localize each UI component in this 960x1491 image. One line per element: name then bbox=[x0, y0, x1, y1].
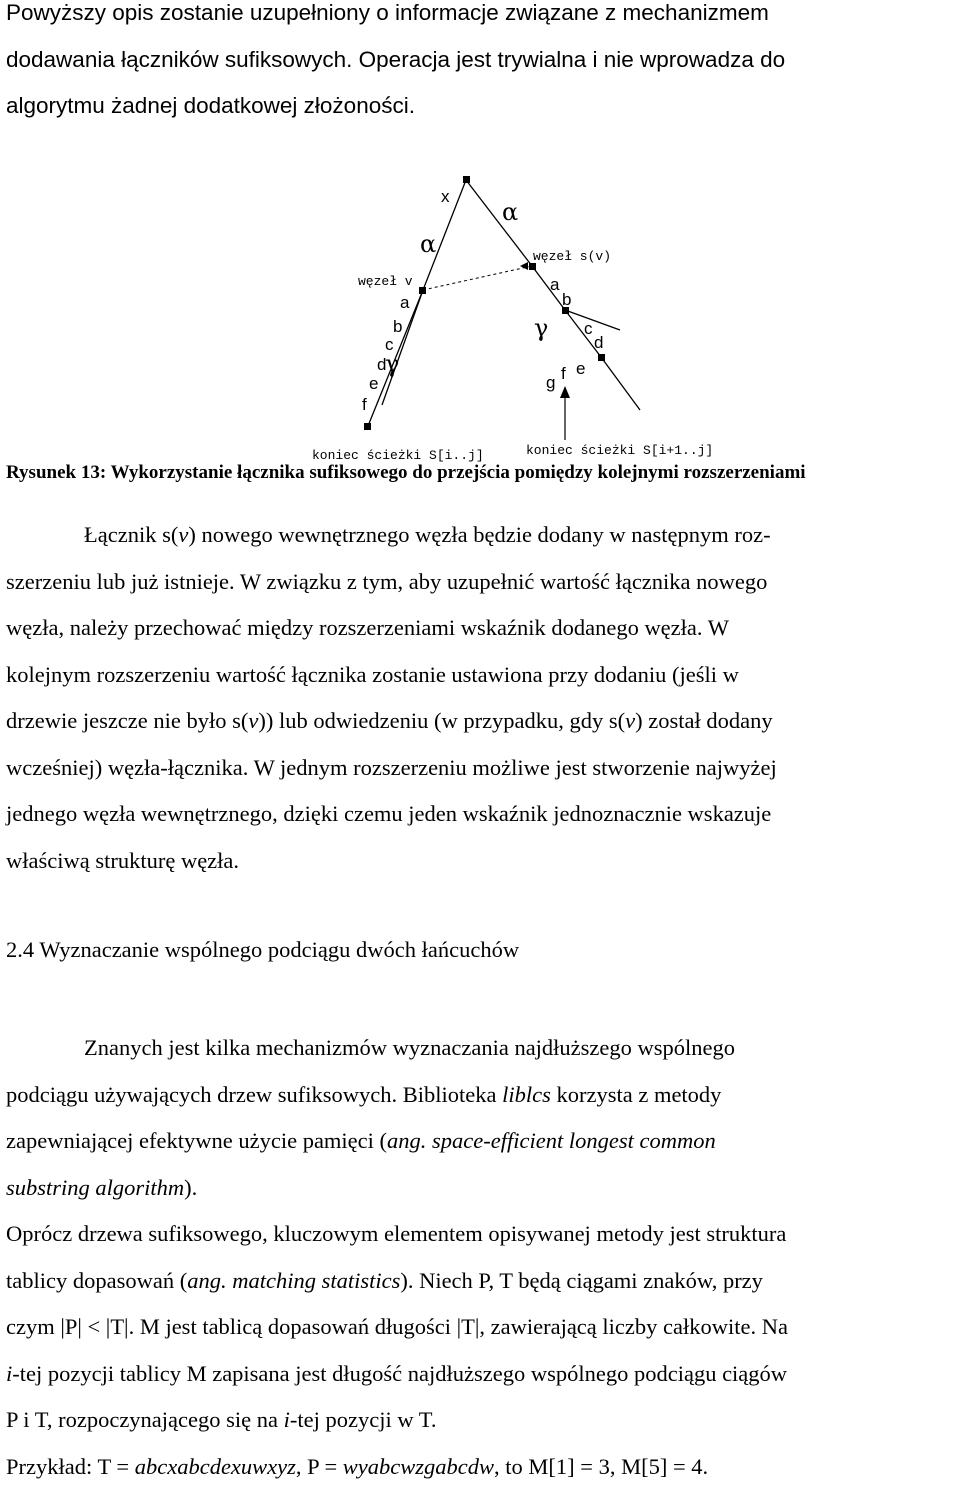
left-node-label: węzeł v bbox=[358, 274, 413, 289]
right-node-label: węzeł s(v) bbox=[533, 249, 612, 264]
text: ). Niech P, T będą ciągami znaków, przy bbox=[400, 1267, 763, 1293]
right-char: c bbox=[584, 319, 593, 338]
alpha-right: α bbox=[502, 198, 519, 226]
edge-e bbox=[601, 357, 640, 410]
intro-line: Powyższy opis zostanie uzupełniony o informacje związane z mechanizmem bbox=[6, 0, 769, 25]
text-italic: wyabcwzgabcdw bbox=[342, 1454, 495, 1479]
text-italic: i bbox=[283, 1407, 290, 1432]
right-char: f bbox=[561, 364, 566, 383]
root-label: x bbox=[441, 187, 450, 206]
suffix-tree-figure bbox=[0, 0, 960, 462]
figure-caption: Rysunek 13: Wykorzystanie łącznika sufiksowego do przejścia pomiędzy kolejnymi rozszerzeniami bbox=[6, 462, 806, 483]
text: zapewniającej efektywne użycie pamięci ( bbox=[6, 1128, 388, 1153]
text: -tej pozycji w T. bbox=[289, 1407, 437, 1432]
right-char: a bbox=[550, 275, 560, 294]
text-italic: ang. matching statistics bbox=[187, 1267, 401, 1293]
text: ) został dodany bbox=[635, 708, 773, 733]
text: korzysta z metody bbox=[550, 1081, 722, 1107]
text-italic: substring algorithm bbox=[6, 1174, 185, 1200]
text: Łącznik s( bbox=[84, 522, 179, 547]
gamma-right: γ bbox=[534, 314, 549, 342]
text: Znanych jest kilka mechanizmów wyznaczania najdłuższego wspólnego bbox=[84, 1035, 736, 1060]
text-italic: v bbox=[625, 708, 636, 733]
left-char: d bbox=[377, 355, 387, 374]
text: wcześniej) węzła-łącznika. W jednym rozszerzeniu możliwe jest stworzenie najwyżej bbox=[6, 754, 777, 780]
arrow-head bbox=[560, 386, 570, 398]
left-char: b bbox=[393, 317, 403, 336]
edge-root-sv bbox=[466, 180, 532, 266]
text: podciągu używających drzew sufiksowych. Biblioteka bbox=[6, 1081, 503, 1107]
text-italic: ang. space-efficient longest common bbox=[387, 1128, 716, 1153]
left-char: a bbox=[400, 293, 410, 312]
text-italic: liblcs bbox=[502, 1081, 551, 1107]
text: -tej pozycji tablicy M zapisana jest długość najdłuższego wspólnego podciągu ciągów bbox=[12, 1360, 788, 1386]
text: ). bbox=[184, 1174, 198, 1200]
text-italic: v bbox=[248, 708, 259, 733]
text: węzła, należy przechować między rozszerzeniami wskaźnik dodanego węzła. W bbox=[6, 615, 729, 640]
text-italic: v bbox=[178, 522, 189, 547]
text: P i T, rozpoczynającego się na bbox=[6, 1407, 284, 1432]
leaf-node bbox=[364, 423, 371, 430]
text: jednego węzła wewnętrznego, dzięki czemu jeden wskaźnik jednoznacznie wskazuje bbox=[6, 801, 772, 826]
root-node bbox=[463, 176, 470, 183]
text: , P = bbox=[295, 1454, 343, 1479]
dashed-link-arrow bbox=[520, 262, 528, 270]
section-heading: 2.4 Wyznaczanie wspólnego podciągu dwóch łańcuchów bbox=[6, 937, 520, 962]
alpha-left: α bbox=[420, 230, 437, 258]
text-italic: abcxabcdexuwxyz bbox=[134, 1454, 296, 1479]
text: czym |P| < |T|. M jest tablicą dopasowań długości |T|, zawierającą liczby całkowite. Na bbox=[6, 1314, 788, 1339]
text: ) nowego wewnętrznego węzła będzie dodany w następnym roz- bbox=[188, 522, 771, 547]
right-char: e bbox=[576, 359, 586, 378]
left-char: f bbox=[362, 395, 367, 414]
text: właściwą strukturę węzła. bbox=[6, 847, 240, 873]
intro-line: algorytmu żadnej dodatkowej złożoności. bbox=[6, 93, 415, 118]
right-end-label: koniec ścieżki S[i+1..j] bbox=[526, 443, 714, 458]
text: szerzeniu lub już istnieje. W związku z tym, aby uzupełnić wartość łącznika nowego bbox=[6, 568, 768, 594]
right-char: g bbox=[546, 373, 556, 392]
text: Oprócz drzewa sufiksowego, kluczowym elementem opisywanej metody jest struktura bbox=[6, 1221, 787, 1246]
text: Przykład: T = bbox=[6, 1454, 135, 1479]
dashed-link bbox=[423, 266, 532, 290]
text: drzewie jeszcze nie było s( bbox=[6, 708, 249, 733]
paragraph-suffix-link bbox=[6, 512, 950, 884]
text: kolejnym rozszerzeniu wartość łącznika zostanie ustawiona przy dodaniu (jeśli w bbox=[6, 661, 739, 687]
text-italic: i bbox=[6, 1360, 13, 1386]
paragraph-matching-statistics bbox=[6, 1211, 950, 1444]
text: , to M[1] = 3, M[5] = 4. bbox=[494, 1454, 709, 1479]
gamma-left: γ bbox=[385, 350, 400, 378]
left-char: e bbox=[369, 374, 379, 393]
edge-sv-gf bbox=[532, 266, 565, 310]
right-char: d bbox=[594, 333, 604, 352]
text: tablicy dopasowań ( bbox=[6, 1267, 188, 1293]
example-line bbox=[6, 1444, 950, 1491]
intro-line: dodawania łączników sufiksowych. Operacja jest trywialna i nie wprowadza do bbox=[6, 46, 786, 72]
paragraph-lcs-methods bbox=[6, 1025, 950, 1211]
text: )) lub odwiedzeniu (w przypadku, gdy s( bbox=[258, 708, 626, 733]
left-char: c bbox=[385, 335, 394, 354]
left-end-label: koniec ścieżki S[i..j] bbox=[312, 448, 484, 462]
right-char: b bbox=[562, 290, 572, 309]
